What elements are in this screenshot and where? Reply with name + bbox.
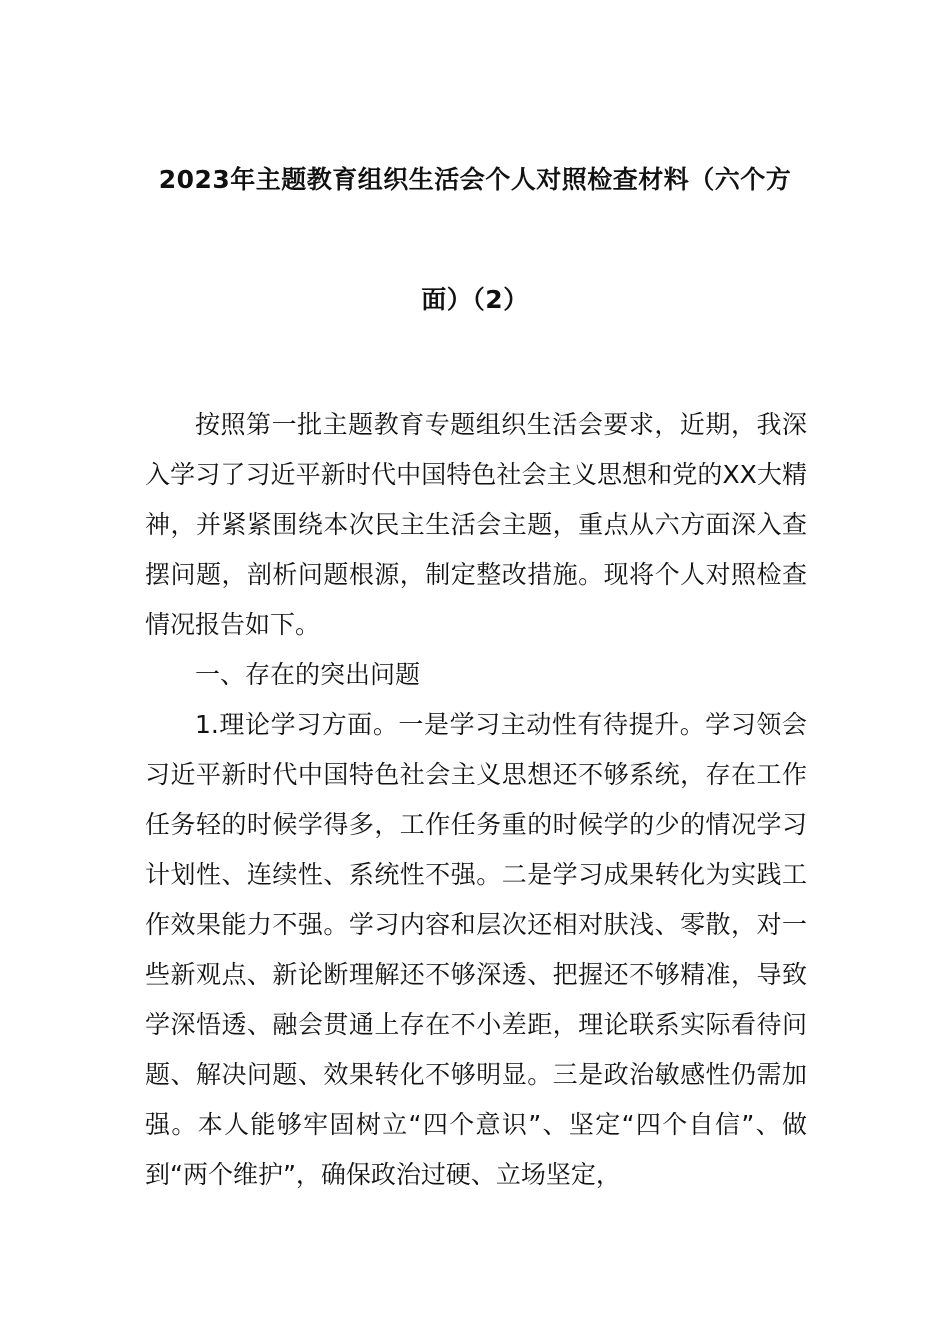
paragraph-theory-study: 1.理论学习方面。一是学习主动性有待提升。学习领会习近平新时代中国特色社会主义思想还不够系统，存在工作任务轻的时候学得多，工作任务重的时候学的少的情况学习计划性、连续性、系统性不强。二是学习成果转化为实践工作效果能力不强。学习内容和层次还相对肤浅、零散，对一些新观点、新论断理解还不够深透、把握还不够精准，导致学深悟透、融会贯通上存在不小差距，理论联系实际看待问题、解决问题、效果转化不够明显。三是政治敏感性仍需加强。本人能够牢固树立“四个意识”、坚定“四个自信”、做到“两个维护”，确保政治过硬、立场坚定，	[145, 710, 807, 1189]
document-title-line-1: 2023年主题教育组织生活会个人对照检查材料（六个方	[158, 165, 792, 194]
section-heading-problems: 一、存在的突出问题	[195, 660, 421, 689]
paragraph-intro: 按照第一批主题教育专题组织生活会要求，近期，我深入学习了习近平新时代中国特色社会主义思想和党的XX大精神，并紧紧围绕本次民主生活会主题，重点从六方面深入查摆问题，剖析问题根源，制定整改措施。现将个人对照检查情况报告如下。	[145, 410, 807, 639]
document-body	[145, 400, 807, 1200]
document-title-line-2: 面）（2）	[421, 285, 529, 314]
